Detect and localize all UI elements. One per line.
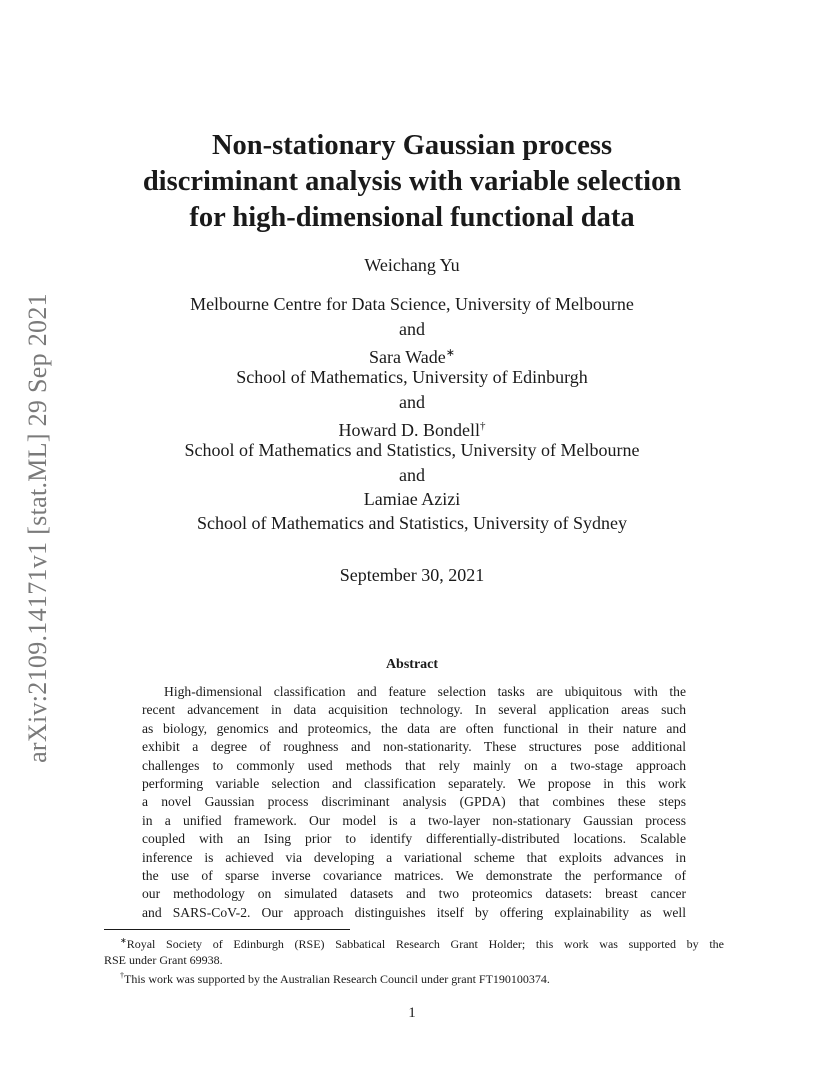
abstract-line: coupled with an Ising prior to identify differentially-distributed locations. Scalable (142, 831, 686, 847)
abstract-line: challenges to commonly used methods that rely mainly on a two-stage approach (142, 757, 686, 773)
abstract-heading: Abstract (385, 657, 439, 672)
abstract-line: in a unified framework. Our model is a two-layer non-stationary Gaussian process (142, 812, 686, 828)
abstract-line: recent advancement in data acquisition technology. In several application areas such (142, 702, 686, 718)
author-2-affiliation: School of Mathematics, University of Edinburgh (236, 367, 588, 387)
author-2-footnote-mark: ∗ (445, 347, 455, 359)
author-3-affiliation: School of Mathematics and Statistics, University of Melbourne (184, 440, 640, 460)
author-4-affiliation: School of Mathematics and Statistics, University of Sydney (197, 513, 627, 533)
footnote-1-text: Royal Society of Edinburgh (RSE) Sabbatical Research Grant Holder; this work was supported by the (126, 937, 724, 951)
abstract-line: a novel Gaussian process discriminant analysis (GPDA) that combines these steps (142, 794, 686, 810)
abstract-line: High-dimensional classification and feature selection tasks are ubiquitous with the (164, 684, 686, 699)
author-4-name: Lamiae Azizi (363, 489, 461, 509)
abstract-body (142, 683, 686, 922)
footnote-2-mark: † (120, 971, 124, 980)
abstract-line: our methodology on simulated datasets and two proteomics datasets: breast cancer (142, 886, 686, 902)
author-2-name: Sara Wade (369, 347, 446, 367)
author-2 (100, 342, 724, 368)
abstract-line: as biology, genomics and proteomics, the data are often functional in their nature and (142, 720, 686, 736)
publication-date: September 30, 2021 (339, 565, 485, 585)
author-3-footnote-mark: † (479, 420, 486, 432)
footnote-1-line-2: RSE under Grant 69938. (104, 953, 223, 967)
abstract-line: performing variable selection and classification separately. We propose in this work (142, 776, 686, 792)
footnote-divider (104, 929, 350, 930)
title-line-3: for high-dimensional functional data (189, 202, 635, 233)
footnotes (104, 933, 724, 987)
abstract-line: the use of sparse inverse covariance matrices. We demonstrate the performance of (142, 868, 686, 884)
footnote-1-line-1 (104, 933, 724, 952)
abstract-line: exhibit a degree of roughness and non-stationarity. These structures pose additional (142, 739, 686, 755)
arxiv-identifier-stamp (10, 0, 66, 1072)
arxiv-identifier-text: arXiv:2109.14171v1 [stat.ML] 29 Sep 2021 (23, 293, 52, 763)
footnote-2-text: This work was supported by the Australian Research Council under grant FT190100374. (124, 972, 550, 986)
title-line-2: discriminant analysis with variable selection (142, 166, 682, 197)
page-number: 1 (408, 1005, 416, 1021)
author-3-name: Howard D. Bondell (338, 420, 480, 440)
author-separator-1: and (399, 319, 425, 339)
abstract-line: inference is achieved via developing a variational scheme that exploits advances in (142, 849, 686, 865)
paper-title (100, 128, 724, 236)
footnote-2 (104, 968, 724, 987)
author-separator-3: and (399, 465, 425, 485)
footnote-1-mark: ∗ (120, 936, 127, 945)
title-line-1: Non-stationary Gaussian process (211, 130, 613, 161)
author-1-name: Weichang Yu (364, 255, 460, 275)
abstract-line: and SARS-CoV-2. Our approach distinguishes itself by offering explainability as well (142, 904, 686, 920)
author-1-affiliation: Melbourne Centre for Data Science, University of Melbourne (190, 294, 634, 314)
author-separator-2: and (399, 392, 425, 412)
author-3 (100, 415, 724, 441)
